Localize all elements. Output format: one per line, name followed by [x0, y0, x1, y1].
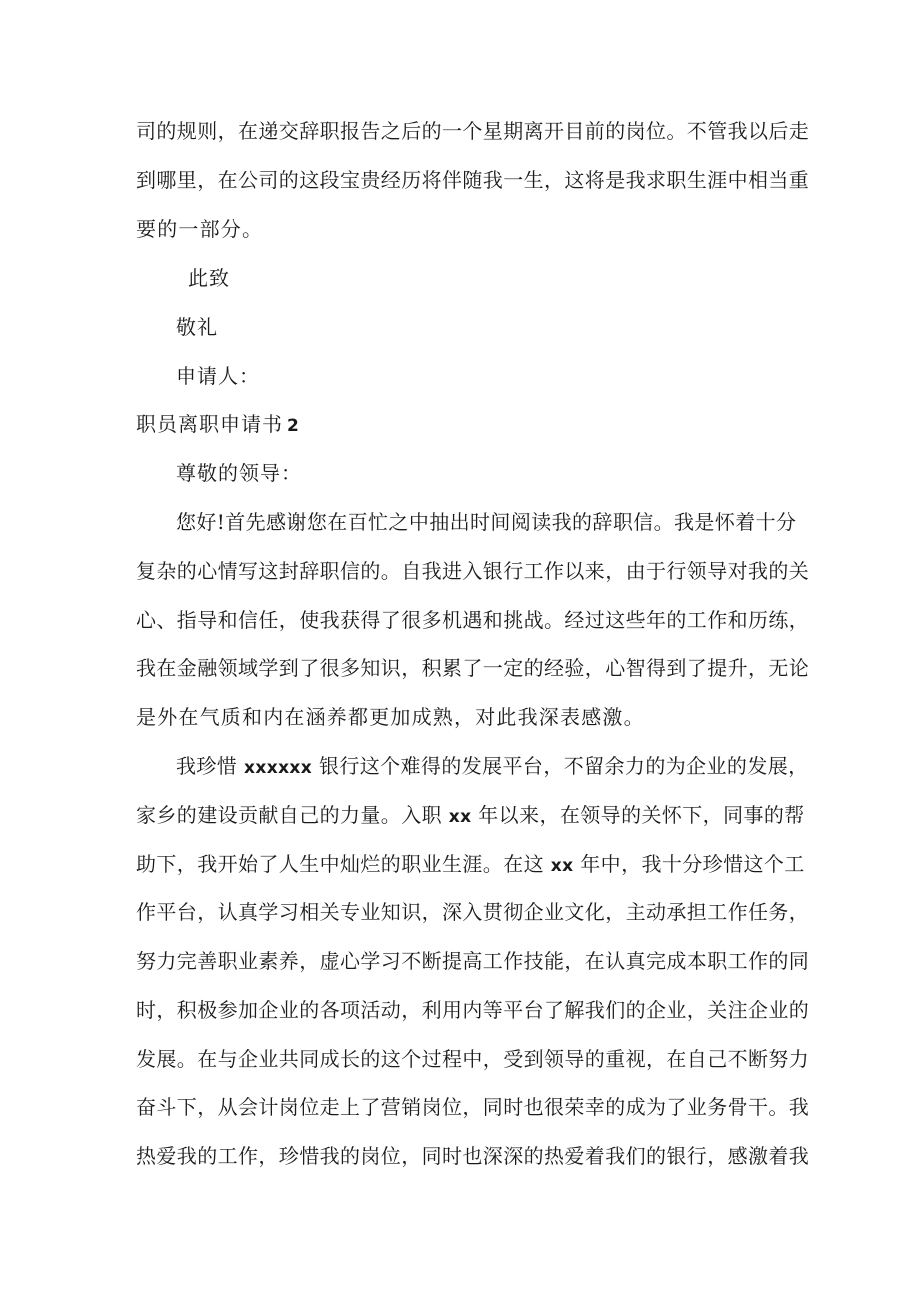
paragraph-line: 司的规则，在递交辞职报告之后的一个星期离开目前的岗位。不管我以后走: [136, 119, 810, 143]
paragraph-line: 是外在气质和内在涵养都更加成熟，对此我深表感激。: [136, 705, 645, 729]
paragraph-line: 发展。在与企业共同成长的这个过程中，受到领导的重视，在自己不断努力: [136, 1047, 810, 1071]
text-segment: 我珍惜: [176, 754, 238, 778]
paragraph-line: 时，积极参加企业的各项活动，利用内等平台了解我们的企业，关注企业的: [136, 998, 810, 1022]
text-segment: 助下，我开始了人生中灿烂的职业生涯。在这: [136, 852, 544, 876]
paragraph-line: 到哪里，在公司的这段宝贵经历将伴随我一生，这将是我求职生涯中相当重: [136, 168, 810, 192]
redacted-mark: xx: [550, 856, 574, 876]
paragraph-line: 努力完善职业素养，虚心学习不断提高工作技能，在认真完成本职工作的同: [136, 949, 810, 973]
paragraph-line: [136, 801, 805, 831]
closing-jingli: 敬礼: [176, 315, 218, 339]
paragraph-line: 要的一部分。: [136, 217, 264, 241]
text-segment: 年以来，在领导的关怀下，同事的帮: [478, 803, 805, 827]
paragraph-line: 奋斗下，从会计岗位走上了营销岗位，同时也很荣幸的成为了业务骨干。我: [136, 1095, 810, 1119]
section-title-text: 职员离职申请书: [136, 412, 283, 436]
applicant-label: 申请人：: [176, 364, 260, 388]
paragraph-line: 热爱我的工作，珍惜我的岗位，同时也深深的热爱着我们的银行，感激着我: [136, 1144, 810, 1168]
paragraph-line: 心、指导和信任，使我获得了很多机遇和挑战。经过这些年的工作和历练，: [136, 608, 810, 632]
text-segment: 年中，我十分珍惜这个工: [580, 852, 805, 876]
salutation: 尊敬的领导：: [176, 461, 302, 485]
text-segment: 家乡的建设贡献自己的力量。入职: [136, 803, 442, 827]
section-title-number: 2: [287, 416, 300, 436]
redacted-mark: xxxxxx: [243, 758, 313, 778]
section-title: [136, 410, 436, 440]
redacted-mark: xx: [448, 807, 472, 827]
paragraph-line: 作平台，认真学习相关专业知识，深入贯彻企业文化，主动承担工作任务，: [136, 900, 810, 924]
paragraph-line: 我在金融领域学到了很多知识，积累了一定的经验，心智得到了提升，无论: [136, 656, 810, 680]
paragraph-line: 您好!首先感谢您在百忙之中抽出时间阅读我的辞职信。我是怀着十分: [176, 510, 797, 534]
text-segment: 银行这个难得的发展平台，不留余力的为企业的发展，: [318, 754, 809, 778]
paragraph-line: [136, 850, 805, 880]
paragraph-line: [176, 752, 809, 782]
paragraph-line: 复杂的心情写这封辞职信的。自我进入银行工作以来，由于行领导对我的关: [136, 559, 810, 583]
closing-cizhi: 此致: [188, 266, 230, 290]
